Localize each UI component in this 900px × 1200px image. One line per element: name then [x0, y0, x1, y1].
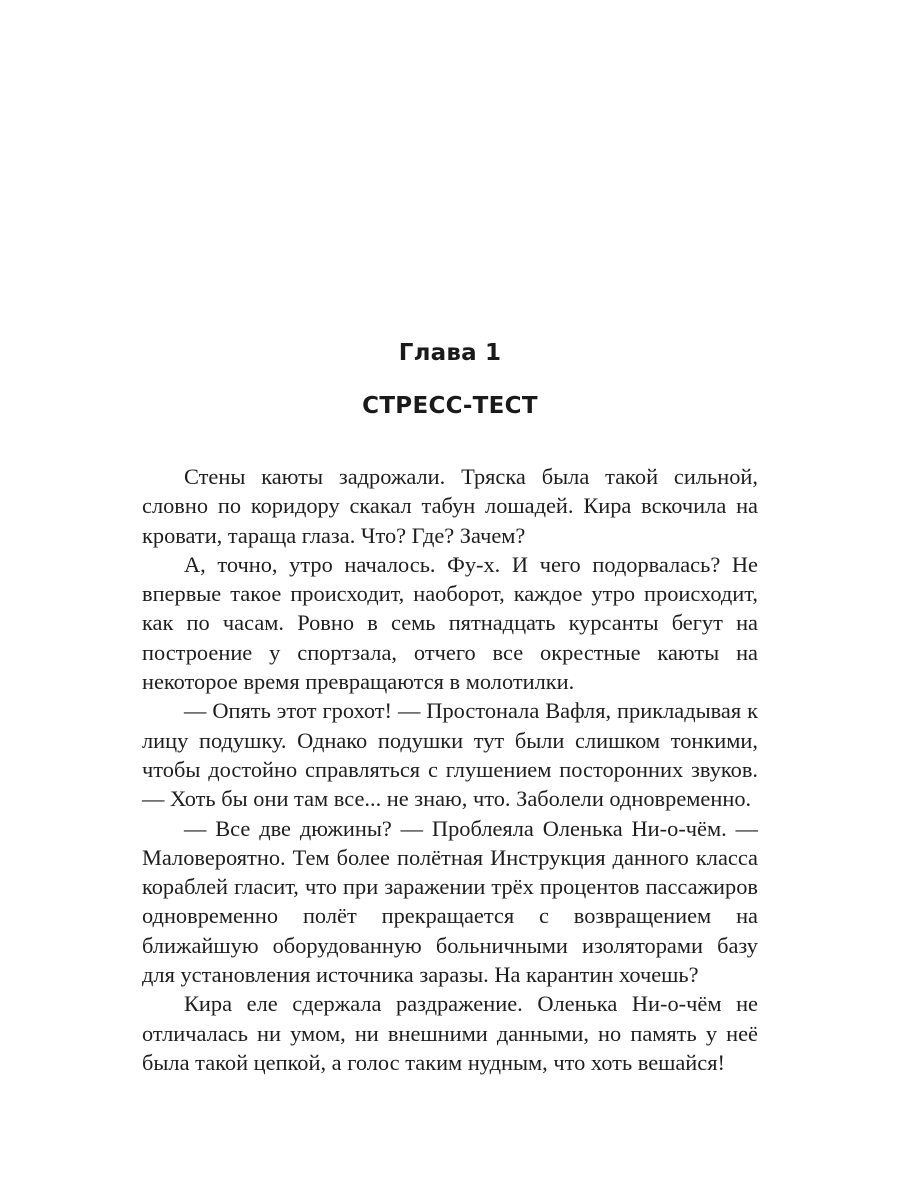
chapter-title: СТРЕСС-ТЕСТ: [362, 393, 538, 419]
paragraph-5: Кира еле сдержала раздражение. Оленька Ни-о-чём не отличалась ни умом, ни внешними данными, но память у неё была такой цепкой, а голос таким нудным, что хоть вешайся!: [142, 991, 758, 1075]
paragraph-1: Стены каюты задрожали. Тряска была такой сильной, словно по коридору скакал табун лошадей. Кира вскочила на кровати, тараща глаза. Что? Где? Зачем?: [142, 464, 758, 548]
chapter-number: Глава 1: [398, 340, 502, 366]
chapter-body: [142, 462, 758, 1077]
paragraph-2: А, точно, утро началось. Фу-х. И чего подорвалась? Не впервые такое происходит, наоборот, каждое утро происходит, как по часам. Ровно в семь пятнадцать курсанты бегут на построение у спортзала, отчего все окрестные каюты на некоторое время превращаются в молотилки.: [142, 551, 758, 695]
paragraph-4: — Все две дюжины? — Проблеяла Оленька Ни-о-чём. — Маловероятно. Тем более полётная Инструкция данного класса кораблей гласит, что при заражении трёх процентов пассажиров одновременно полёт прекращается с возвращением на ближайшую оборудованную больничными изоляторами базу для установления источника заразы. На карантин хочешь?: [142, 815, 758, 988]
paragraph-3: — Опять этот грохот! — Простонала Вафля, прикладывая к лицу подушку. Однако подушки тут были слишком тонкими, чтобы достойно справляться с глушением посторонних звуков. — Хоть бы они там все... не знаю, что. Заболели одновременно.: [142, 698, 758, 812]
